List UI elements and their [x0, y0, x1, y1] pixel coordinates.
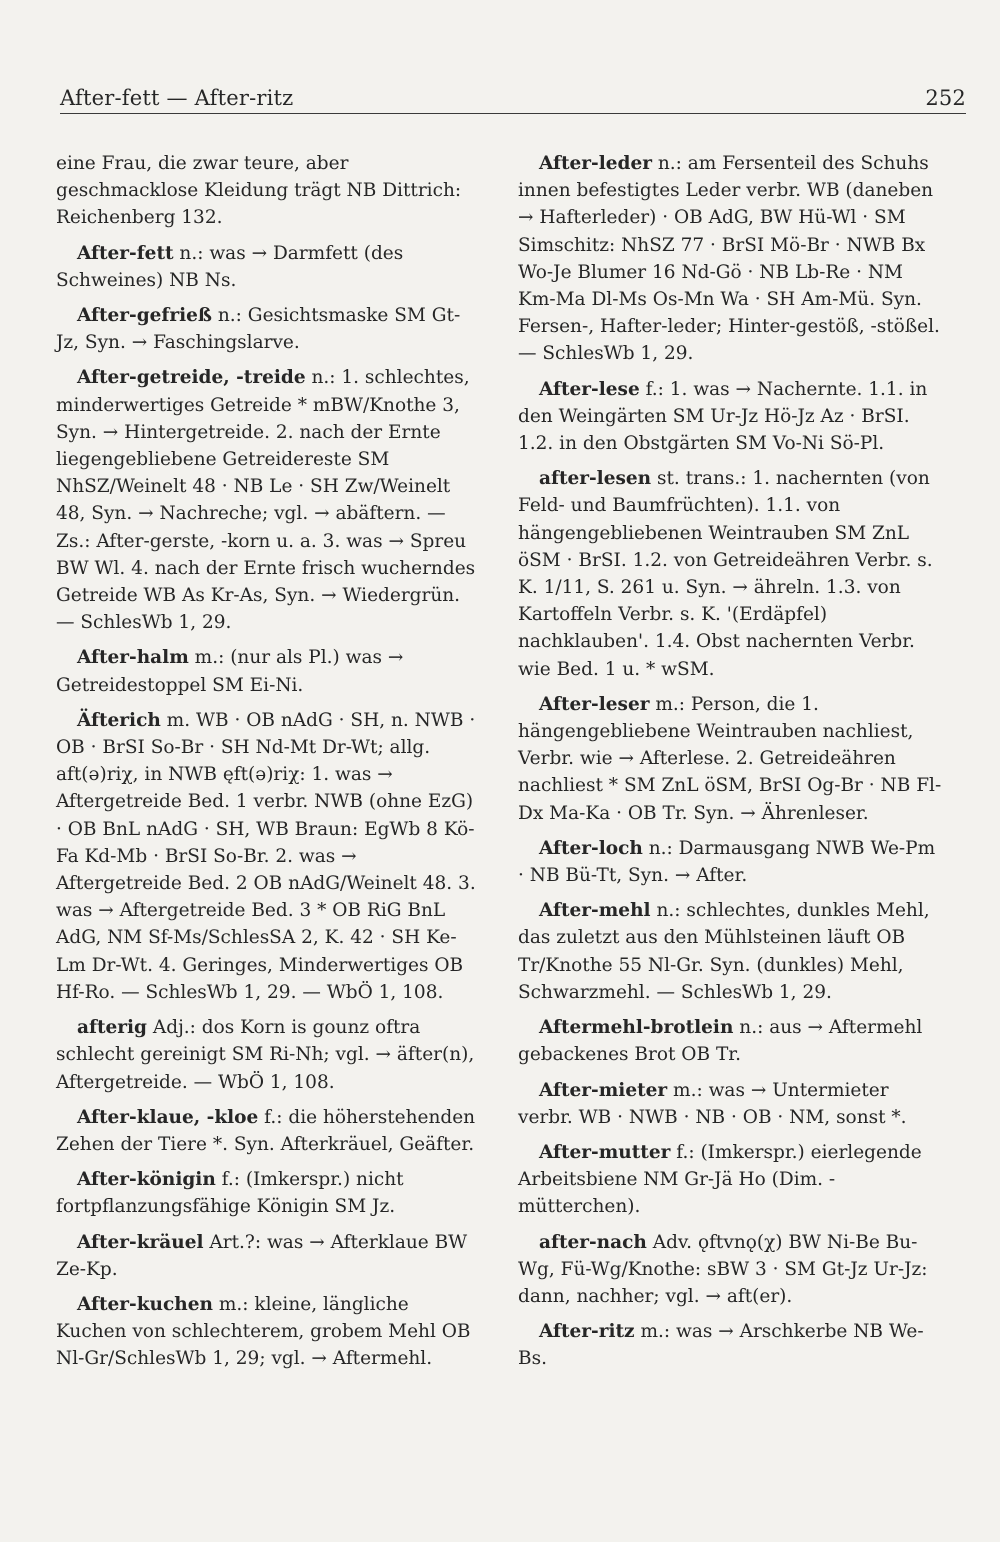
dictionary-entry	[518, 150, 942, 368]
entry-headword: after-nach	[539, 1231, 647, 1253]
entry-body: m.: (nur als Pl.) was → Getreidestoppel SM Ei-Ni.	[56, 647, 404, 696]
entry-headword: After-getreide, -treide	[77, 367, 306, 389]
dictionary-entry	[518, 691, 942, 827]
left-column	[56, 150, 480, 1381]
entry-body: Adv. ǫftvnǫ(χ) BW Ni-Be Bu-Wg, Fü-Wg/Knothe: sBW 3 · SM Gt-Jz Ur-Jz: dann, nachher; vgl. → aft(er).	[518, 1231, 928, 1307]
entry-body: f.: (Imkerspr.) nicht fortpflanzungsfähige Königin SM Jz.	[56, 1169, 404, 1218]
entry-body: m.: was → Untermieter verbr. WB · NWB · NB · OB · NM, sonst *.	[518, 1079, 907, 1128]
entry-body: f.: 1. was → Nachernte. 1.1. in den Weingärten SM Ur-Jz Hö-Jz Az · BrSI. 1.2. in den Obstgärten SM Vo-Ni Sö-Pl.	[518, 378, 928, 455]
running-head	[60, 84, 966, 112]
entry-headword: After-leser	[539, 693, 650, 715]
dictionary-entry	[56, 1166, 480, 1220]
entry-body: n.: 1. schlechtes, minderwertiges Getreide * mBW/Knothe 3, Syn. → Hintergetreide. 2. nach der Ernte liegengebliebene Getreidereste SM NhSZ/Weinelt 48 · NB Le · SH Zw/Weinelt 48, Syn. → Nachreche; vgl. → abäftern. — Zs.: After-gerste, -korn u. a. 3. was → Spreu BW Wl. 4. nach der Ernte frisch wucherndes Getreide WB As Kr-As, Syn. → Wiedergrün. — SchlesWb 1, 29.	[56, 367, 476, 634]
entry-headword: After-kräuel	[77, 1231, 204, 1253]
entry-body: m.: kleine, längliche Kuchen von schlechterem, grobem Mehl OB Nl-Gr/SchlesWb 1, 29; vgl. → Aftermehl.	[56, 1293, 471, 1370]
entry-body: st. trans.: 1. nachernten (von Feld- und Baumfrüchten). 1.1. von hängengebliebenen Weintrauben SM ZnL öSM · BrSI. 1.2. von Getreideähren Verbr. s. K. 1/11, S. 261 u. Syn. → ähreln. 1.3. von Kartoffeln Verbr. s. K. '(Erdäpfel) nachklauben'. 1.4. Obst nachernten Verbr. wie Bed. 1 u. * wSM.	[518, 468, 933, 680]
dictionary-entry	[518, 1229, 942, 1311]
entry-headword: After-halm	[77, 647, 189, 669]
entry-body: n.: was → Darmfett (des Schweines) NB Ns.	[56, 242, 404, 291]
entry-headword: Äfterich	[77, 709, 161, 731]
entry-body: n.: schlechtes, dunkles Mehl, das zuletzt aus den Mühlsteinen läuft OB Tr/Knothe 55 Nl-Gr. Syn. (dunkles) Mehl, Schwarzmehl. — SchlesWb 1, 29.	[518, 900, 930, 1003]
entry-headword: afterig	[77, 1017, 147, 1039]
dictionary-entry	[56, 240, 480, 294]
dictionary-entry	[56, 364, 480, 636]
entry-body: m.: was → Arschkerbe NB We-Bs.	[518, 1321, 924, 1370]
entry-headword: After-königin	[77, 1169, 216, 1191]
dictionary-entry	[518, 1139, 942, 1221]
entry-body: f.: (Imkerspr.) eierlegende Arbeitsbiene NM Gr-Jä Ho (Dim. -mütterchen).	[518, 1141, 922, 1218]
entry-body: n.: am Fersenteil des Schuhs innen befestigtes Leder verbr. WB (daneben → Hafterleder) · OB AdG, BW Hü-Wl · SM Simschitz: NhSZ 77 · BrSI Mö-Br · NWB Bx Wo-Je Blumer 16 Nd-Gö · NB Lb-Re · NM Km-Ma Dl-Ms Os-Mn Wa · SH Am-Mü. Syn. Fersen-, Hafter-leder; Hinter-gestöß, -stößel. — SchlesWb 1, 29.	[518, 153, 940, 365]
entry-headword: After-leder	[539, 153, 652, 174]
dictionary-entry	[56, 1229, 480, 1283]
entry-body: f.: die höherstehenden Zehen der Tiere *. Syn. Afterkräuel, Geäfter.	[56, 1106, 476, 1155]
entry-headword: Aftermehl-brotlein	[539, 1017, 734, 1039]
dictionary-entry	[56, 1014, 480, 1096]
running-head-title: After-fett — After-ritz	[60, 86, 294, 110]
dictionary-entry	[56, 1104, 480, 1158]
page-number: 252	[925, 86, 966, 110]
dictionary-entry	[518, 1318, 942, 1372]
header-rule	[60, 113, 966, 114]
dictionary-entry	[518, 465, 942, 683]
entry-body: m. WB · OB nAdG · SH, n. NWB · OB · BrSI So-Br · SH Nd-Mt Dr-Wt; allg. aft(ə)riχ, in NWB ęft(ə)riχ: 1. was → Aftergetreide Bed. 1 verbr. NWB (ohne EzG) · OB BnL nAdG · SH, WB Braun: EgWb 8 Kö-Fa Kd-Mb · BrSI So-Br. 2. was → Aftergetreide Bed. 2 OB nAdG/Weinelt 48. 3. was → Aftergetreide Bed. 3 * OB RiG BnL AdG, NM Sf-Ms/SchlesSA 2, K. 42 · SH Ke-Lm Dr-Wt. 4. Geringes, Minderwertiges OB Hf-Ro. — SchlesWb 1, 29. — WbÖ 1, 108.	[56, 709, 476, 1003]
dictionary-entry	[518, 897, 942, 1006]
entry-headword: After-ritz	[539, 1321, 635, 1343]
dictionary-entry	[56, 1291, 480, 1373]
dictionary-entry	[56, 302, 480, 356]
entry-headword: After-loch	[539, 837, 643, 859]
entry-headword: After-fett	[77, 242, 174, 264]
dictionary-entry	[518, 1077, 942, 1131]
entry-headword: After-mehl	[539, 900, 651, 922]
entry-body: n.: aus → Aftermehl gebackenes Brot OB Tr.	[518, 1017, 923, 1066]
entry-body: eine Frau, die zwar teure, aber geschmacklose Kleidung trägt NB Dittrich: Reichenberg 132.	[56, 153, 462, 229]
entry-body: Adj.: dos Korn is gounz oftra schlecht gereinigt SM Ri-Nh; vgl. → äfter(n), Aftergetreide. — WbÖ 1, 108.	[56, 1017, 475, 1093]
entry-headword: After-lese	[539, 378, 640, 400]
dictionary-entry	[56, 150, 480, 232]
entry-headword: After-gefrieß	[77, 305, 212, 327]
entry-body: Art.?: was → Afterklaue BW Ze-Kp.	[56, 1231, 468, 1280]
entry-headword: After-kuchen	[77, 1293, 213, 1315]
entry-body: n.: Gesichtsmaske SM Gt-Jz, Syn. → Faschingslarve.	[56, 305, 461, 354]
dictionary-entry	[518, 1014, 942, 1068]
dictionary-entry	[518, 376, 942, 458]
dictionary-entry	[518, 835, 942, 889]
entry-headword: After-mieter	[539, 1079, 668, 1101]
entry-body: m.: Person, die 1. hängengebliebene Weintrauben nachliest, Verbr. wie → Afterlese. 2. Getreideähren nachliest * SM ZnL öSM, BrSI Og-Br · NB Fl-Dx Ma-Ka · OB Tr. Syn. → Ährenleser.	[518, 693, 942, 824]
right-column	[518, 150, 942, 1381]
entry-headword: After-mutter	[539, 1141, 671, 1163]
dictionary-entry	[56, 644, 480, 698]
entry-body: n.: Darmausgang NWB We-Pm · NB Bü-Tt, Syn. → After.	[518, 837, 936, 887]
entry-headword: after-lesen	[539, 468, 652, 490]
entry-headword: After-klaue, -kloe	[77, 1106, 259, 1128]
dictionary-entry	[56, 707, 480, 1006]
